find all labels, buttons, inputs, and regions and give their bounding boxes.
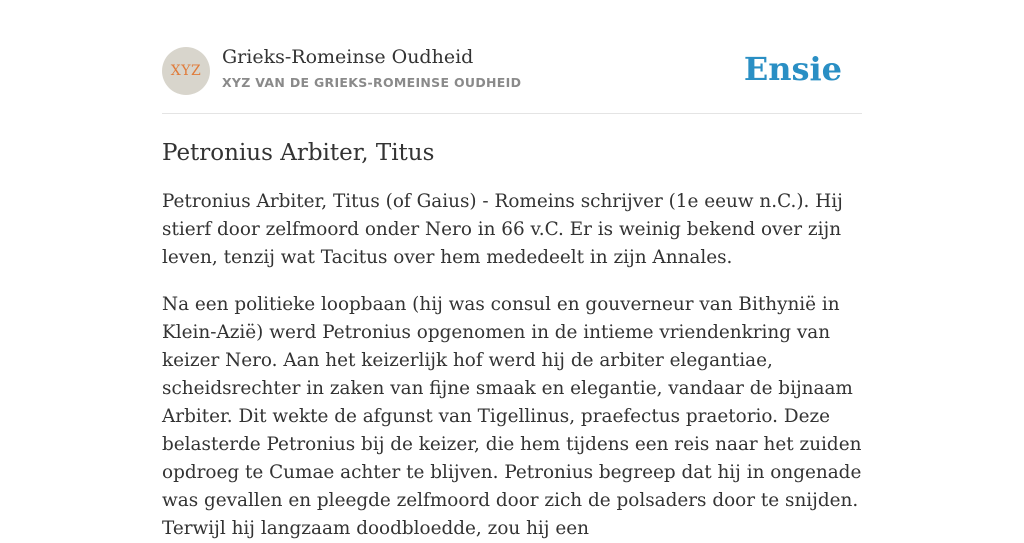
ensie-logo[interactable]: Ensie	[743, 50, 842, 88]
article-paragraph-2: Na een politieke loopbaan (hij was consul en gouverneur van Bithynië in Klein-Azië) werd Petronius opgenomen in de intieme vriendenkring van keizer Nero. Aan het keizerlijk hof werd hij de arbiter elegantiae, scheidsrechter in zaken van fijne smaak en elegantie, vandaar de bijnaam Arbiter. Dit wekte de afgunst van Tigellinus, praefectus praetorio. Deze belasterde Petronius bij de keizer, die hem tijdens een reis naar het zuiden opdroeg te Cumae achter te blijven. Petronius begreep dat hij in ongenade was gevallen en pleegde zelfmoord door zich de polsaders door te snijden. Terwijl hij langzaam doodbloedde, zou hij een	[162, 294, 862, 539]
source-header	[162, 0, 862, 114]
article-paragraph-1: Petronius Arbiter, Titus (of Gaius) - Romeins schrijver (1e eeuw n.C.). Hij stierf door zelfmoord onder Nero in 66 v.C. Er is weinig bekend over zijn leven, tenzij wat Tacitus over hem mededeelt in zijn Annales.	[162, 191, 843, 268]
article-title: Petronius Arbiter, Titus	[162, 140, 435, 166]
content-column	[162, 0, 862, 543]
source-avatar[interactable]: XYZ	[162, 47, 210, 95]
source-title[interactable]: Grieks-Romeinse Oudheid	[222, 46, 474, 68]
source-subtitle[interactable]: XYZ VAN DE GRIEKS-ROMEINSE OUDHEID	[222, 75, 522, 90]
